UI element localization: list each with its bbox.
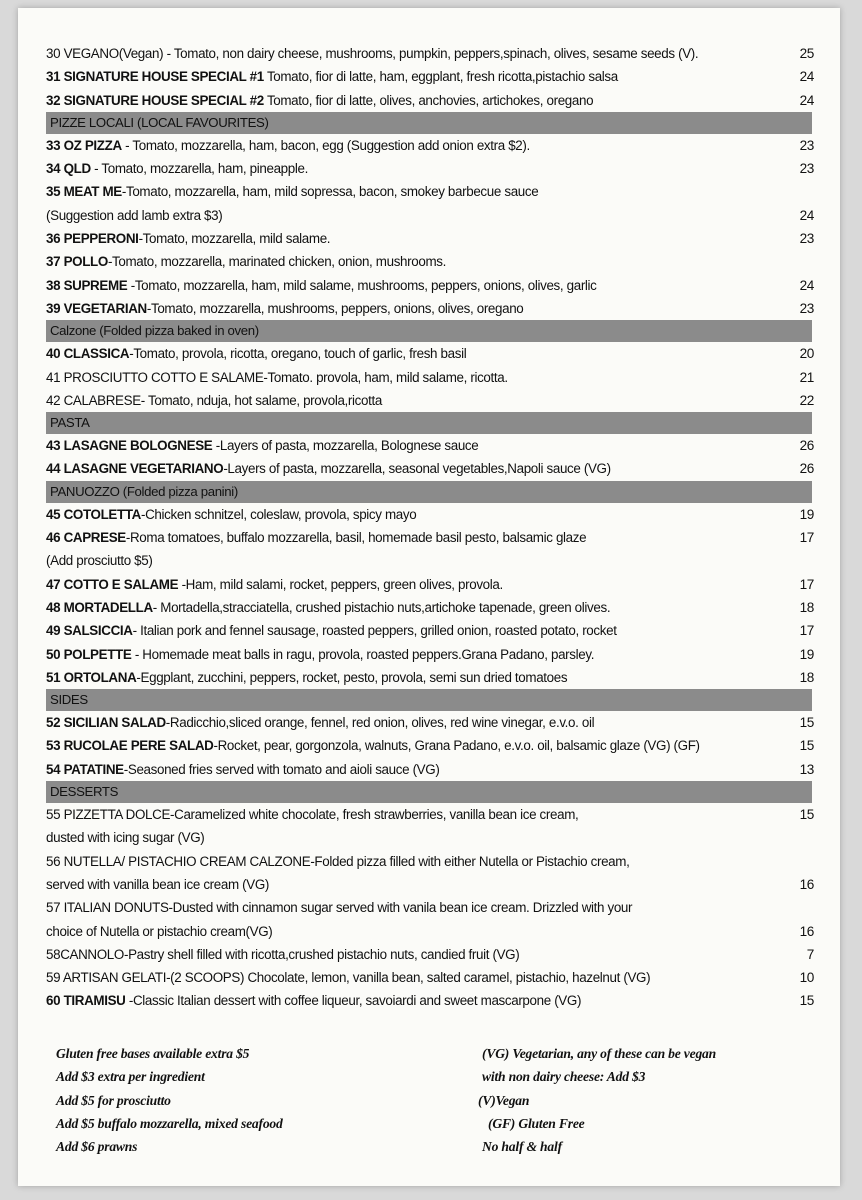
menu-item [38, 989, 834, 1012]
menu-item-name: 44 LASAGNE VEGETARIANO [46, 461, 224, 477]
note-vegetarian: (VG) Vegetarian, any of these can be vegan [482, 1046, 716, 1061]
menu-item-description: -Folded pizza filled with either Nutella or Pistachio cream, [310, 853, 630, 869]
menu-item-text [46, 666, 791, 689]
menu-item-description: -(2 SCOOPS) Chocolate, lemon, vanilla bean, salted caramel, pistachio, hazelnut (VG) [166, 970, 651, 986]
menu-item-text [46, 457, 791, 480]
menu-item-text [46, 966, 791, 989]
menu-item-text [46, 503, 791, 526]
menu-item-text [46, 850, 791, 897]
menu-item-name: 52 SICILIAN SALAD [46, 715, 166, 731]
menu-item-name: 55 PIZZETTA DOLCE [46, 807, 171, 823]
note-vegan-cheese: with non dairy cheese: Add $3 [482, 1069, 646, 1085]
menu-item [38, 157, 834, 180]
menu-item [38, 943, 834, 966]
menu-item-name: 57 ITALIAN DONUTS [46, 900, 169, 916]
menu-item-text [46, 227, 791, 250]
menu-item-description: - Mortadella,stracciatella, crushed pistachio nuts,artichoke tapenade, green olives. [152, 599, 611, 615]
menu-item-text [46, 943, 791, 966]
menu-item-name: 53 RUCOLAE PERE SALAD [46, 738, 214, 754]
menu-item-price: 15 [799, 807, 814, 823]
menu-item-description: -Radicchio,sliced orange, fennel, red onion, olives, red wine vinegar, e.v.o. oil [165, 715, 595, 731]
menu-item-price: 19 [799, 506, 814, 522]
note-no-half: No half & half [482, 1139, 562, 1155]
menu-item-description: -Dusted with cinnamon sugar served with vanila bean ice cream. Drizzled with your [168, 900, 633, 916]
menu-item-name: 41 PROSCIUTTO COTTO E SALAME [46, 369, 264, 385]
menu-item-description-line2: choice of Nutella or pistachio cream(VG) [46, 923, 273, 939]
menu-item-name: 39 VEGETARIAN [46, 300, 147, 316]
menu-item-description: -Seasoned fries served with tomato and aioli sauce (VG) [123, 761, 440, 777]
notes-right [478, 1042, 716, 1158]
menu-item-price: 26 [799, 438, 814, 454]
menu-item-description: -Tomato, mozzarella, ham, mild salame, mushrooms, peppers, onions, olives, garlic [127, 277, 597, 293]
menu-item-name: 46 CAPRESE [46, 530, 126, 546]
menu-item-description: -Classic Italian dessert with coffee liqueur, savoiardi and sweet mascarpone (VG) [125, 993, 582, 1009]
menu-item-text [46, 65, 791, 88]
menu-item-name: 36 PEPPERONI [46, 231, 139, 247]
menu-item-price: 24 [799, 207, 814, 223]
menu-item-name: 48 MORTADELLA [46, 599, 153, 615]
menu-item [38, 457, 834, 480]
menu-item-price: 22 [799, 392, 814, 408]
menu-item [38, 503, 834, 526]
note-prosciutto: Add $5 for prosciutto [56, 1092, 171, 1108]
menu-item-price: 23 [799, 137, 814, 153]
menu-item-description: -Ham, mild salami, rocket, peppers, green olives, provola. [178, 576, 503, 592]
menu-item-text [46, 274, 791, 297]
menu-item-text [46, 989, 791, 1012]
menu-item-price: 15 [799, 993, 814, 1009]
menu-item-name: 58CANNOLO [46, 946, 124, 962]
menu-item-price: 15 [799, 715, 814, 731]
menu-item [38, 596, 834, 619]
menu-item-price: 21 [799, 369, 814, 385]
menu-item-text [46, 366, 791, 389]
menu-item-text [46, 734, 791, 757]
section-header: PASTA [46, 412, 812, 434]
menu-item-description-line2: served with vanilla bean ice cream (VG) [46, 876, 270, 892]
menu-item-name: 45 COTOLETTA [46, 506, 141, 522]
menu-item-description: -Eggplant, zucchini, peppers, rocket, pesto, provola, semi sun dried tomatoes [136, 669, 568, 685]
menu-item [38, 434, 834, 457]
menu-item-name: 35 MEAT ME [46, 184, 122, 200]
menu-item-description: -Tomato, provola, ricotta, oregano, touch of garlic, fresh basil [129, 346, 467, 362]
menu-item [38, 227, 834, 250]
menu-item-name: 54 PATATINE [46, 761, 124, 777]
menu-item-description: -Tomato, mozzarella, mushrooms, peppers, onions, olives, oregano [146, 300, 524, 316]
menu-item-price: 23 [799, 231, 814, 247]
menu-item-name: 32 SIGNATURE HOUSE SPECIAL #2 [46, 92, 264, 108]
menu-item [38, 250, 834, 273]
menu-item-text [46, 526, 791, 573]
menu-item [38, 803, 834, 850]
menu-item-name: 38 SUPREME [46, 277, 128, 293]
menu-item [38, 526, 834, 573]
menu-item [38, 42, 834, 65]
menu-item-name: 30 VEGANO(Vegan) [46, 46, 164, 61]
menu-item-text [46, 596, 791, 619]
menu-item-price: 25 [799, 46, 814, 61]
note-vegan: (V)Vegan [478, 1092, 530, 1108]
section-header: PANUOZZO (Folded pizza panini) [46, 481, 812, 503]
notes-left [56, 1042, 283, 1158]
menu-item-description-line2: (Suggestion add lamb extra $3) [46, 207, 223, 223]
menu-item-description: Tomato, fior di latte, ham, eggplant, fresh ricotta,pistachio salsa [263, 69, 618, 85]
menu-item-description-line2: dusted with icing sugar (VG) [46, 830, 205, 846]
menu-item-price: 16 [799, 923, 814, 939]
menu-item-price: 13 [799, 761, 814, 777]
section-header: PIZZE LOCALI (LOCAL FAVOURITES) [46, 112, 812, 134]
menu-item-price: 24 [799, 92, 814, 108]
menu-item-price: 18 [799, 669, 814, 685]
menu-item-description: -Pastry shell filled with ricotta,crushed pistachio nuts, candied fruit (VG) [123, 946, 520, 962]
menu-item-text [46, 619, 791, 642]
menu-item-price: 24 [799, 277, 814, 293]
menu-item-description: -Roma tomatoes, buffalo mozzarella, basil, homemade basil pesto, balsamic glaze [125, 530, 587, 546]
menu-item-price: 17 [799, 623, 814, 639]
menu-item-description-line2: (Add prosciutto $5) [46, 553, 153, 569]
menu-item-description: -Tomato, mozzarella, ham, mild sopressa, bacon, smokey barbecue sauce [121, 184, 539, 200]
menu-item-name: 51 ORTOLANA [46, 669, 137, 685]
menu-item-price: 10 [799, 970, 814, 986]
menu-item-text [46, 573, 791, 596]
menu-item-text [46, 157, 791, 180]
menu-item [38, 711, 834, 734]
menu-item [38, 274, 834, 297]
menu-item [38, 966, 834, 989]
menu-item-description: - Homemade meat balls in ragu, provola, roasted peppers.Grana Padano, parsley. [131, 646, 595, 662]
menu-item-name: 59 ARTISAN GELATI [46, 970, 167, 986]
menu-item [38, 896, 834, 943]
menu-item-text [46, 89, 791, 112]
menu-item [38, 573, 834, 596]
menu-item-price: 7 [806, 946, 814, 962]
menu-item-description: - Tomato, mozzarella, ham, pineapple. [90, 161, 308, 177]
menu-item-text [46, 896, 791, 943]
menu-item [38, 850, 834, 897]
menu-item-text [46, 711, 791, 734]
menu-item [38, 643, 834, 666]
menu-item [38, 180, 834, 227]
menu-item-description: -Layers of pasta, mozzarella, seasonal vegetables,Napoli sauce (VG) [223, 461, 611, 477]
menu-list [38, 42, 834, 1013]
menu-item-description: - Tomato, non dairy cheese, mushrooms, pumpkin, peppers,spinach, olives, sesame seeds (V). [163, 46, 699, 61]
note-extra-ingredient: Add $3 extra per ingredient [56, 1069, 205, 1085]
menu-item-name: 50 POLPETTE [46, 646, 132, 662]
menu-item [38, 134, 834, 157]
menu-item-text [46, 434, 791, 457]
section-header: DESSERTS [46, 781, 812, 803]
menu-item-name: 49 SALSICCIA [46, 623, 133, 639]
menu-item-text [46, 389, 791, 412]
menu-item-price: 24 [799, 69, 814, 85]
menu-item-price: 15 [799, 738, 814, 754]
menu-item-price: 23 [799, 161, 814, 177]
menu-item [38, 619, 834, 642]
menu-item-price: 20 [799, 346, 814, 362]
menu-item-text [46, 803, 791, 850]
menu-item-description: -Caramelized white chocolate, fresh strawberries, vanilla bean ice cream, [170, 807, 579, 823]
note-prawns: Add $6 prawns [56, 1139, 138, 1155]
menu-item [38, 389, 834, 412]
menu-item-description: -Tomato, mozzarella, mild salame. [138, 231, 331, 247]
menu-item-name: 47 COTTO E SALAME [46, 576, 179, 592]
menu-item [38, 366, 834, 389]
menu-item-text [46, 342, 791, 365]
menu-item-name: 60 TIRAMISU [46, 993, 126, 1009]
menu-item-description: - Italian pork and fennel sausage, roasted peppers, grilled onion, roasted potato, rocket [132, 623, 617, 639]
menu-item [38, 734, 834, 757]
menu-item-text [46, 42, 791, 65]
menu-item-name: 43 LASAGNE BOLOGNESE [46, 438, 213, 454]
note-gluten-free-bases: Gluten free bases available extra $5 [56, 1046, 250, 1061]
menu-item-name: 34 QLD [46, 161, 91, 177]
menu-item-price: 26 [799, 461, 814, 477]
menu-item-name: 33 OZ PIZZA [46, 137, 122, 153]
menu-page [18, 8, 840, 1186]
menu-item-text [46, 297, 791, 320]
menu-item-text [46, 250, 791, 273]
section-header: SIDES [46, 689, 812, 711]
menu-item [38, 297, 834, 320]
menu-item-text [46, 180, 791, 227]
menu-item [38, 65, 834, 88]
menu-item-price: 23 [799, 300, 814, 316]
menu-item-price: 17 [799, 576, 814, 592]
menu-item [38, 89, 834, 112]
menu-item-text [46, 643, 791, 666]
menu-item-name: 40 CLASSICA [46, 346, 130, 362]
menu-item [38, 342, 834, 365]
menu-item-text [46, 758, 791, 781]
menu-item-description: - Tomato, mozzarella, ham, bacon, egg (Suggestion add onion extra $2). [121, 137, 530, 153]
menu-item-description: -Tomato, mozzarella, marinated chicken, onion, mushrooms. [107, 254, 446, 270]
section-header: Calzone (Folded pizza baked in oven) [46, 320, 812, 342]
menu-item-name: 37 POLLO [46, 254, 108, 270]
menu-item-description: -Tomato. provola, ham, mild salame, ricotta. [263, 369, 508, 385]
note-gluten-free: (GF) Gluten Free [488, 1115, 585, 1131]
menu-item-price: 16 [799, 876, 814, 892]
menu-item-description: -Chicken schnitzel, coleslaw, provola, spicy mayo [141, 506, 417, 522]
menu-item-text [46, 134, 791, 157]
note-buffalo-seafood: Add $5 buffalo mozzarella, mixed seafood [56, 1115, 283, 1131]
menu-item [38, 758, 834, 781]
menu-item-description: Tomato, fior di latte, olives, anchovies, artichokes, oregano [263, 92, 594, 108]
menu-item-name: 42 CALABRESE [46, 392, 141, 408]
menu-item-price: 19 [799, 646, 814, 662]
menu-item-price: 18 [799, 599, 814, 615]
menu-item-description: -Layers of pasta, mozzarella, Bolognese sauce [212, 438, 479, 454]
menu-item-description: - Tomato, nduja, hot salame, provola,ricotta [140, 392, 382, 408]
menu-item-price: 17 [799, 530, 814, 546]
menu-item-name: 56 NUTELLA/ PISTACHIO CREAM CALZONE [46, 853, 311, 869]
menu-item-description: -Rocket, pear, gorgonzola, walnuts, Grana Padano, e.v.o. oil, balsamic glaze (VG) (GF) [213, 738, 700, 754]
menu-item [38, 666, 834, 689]
menu-item-name: 31 SIGNATURE HOUSE SPECIAL #1 [46, 69, 264, 85]
